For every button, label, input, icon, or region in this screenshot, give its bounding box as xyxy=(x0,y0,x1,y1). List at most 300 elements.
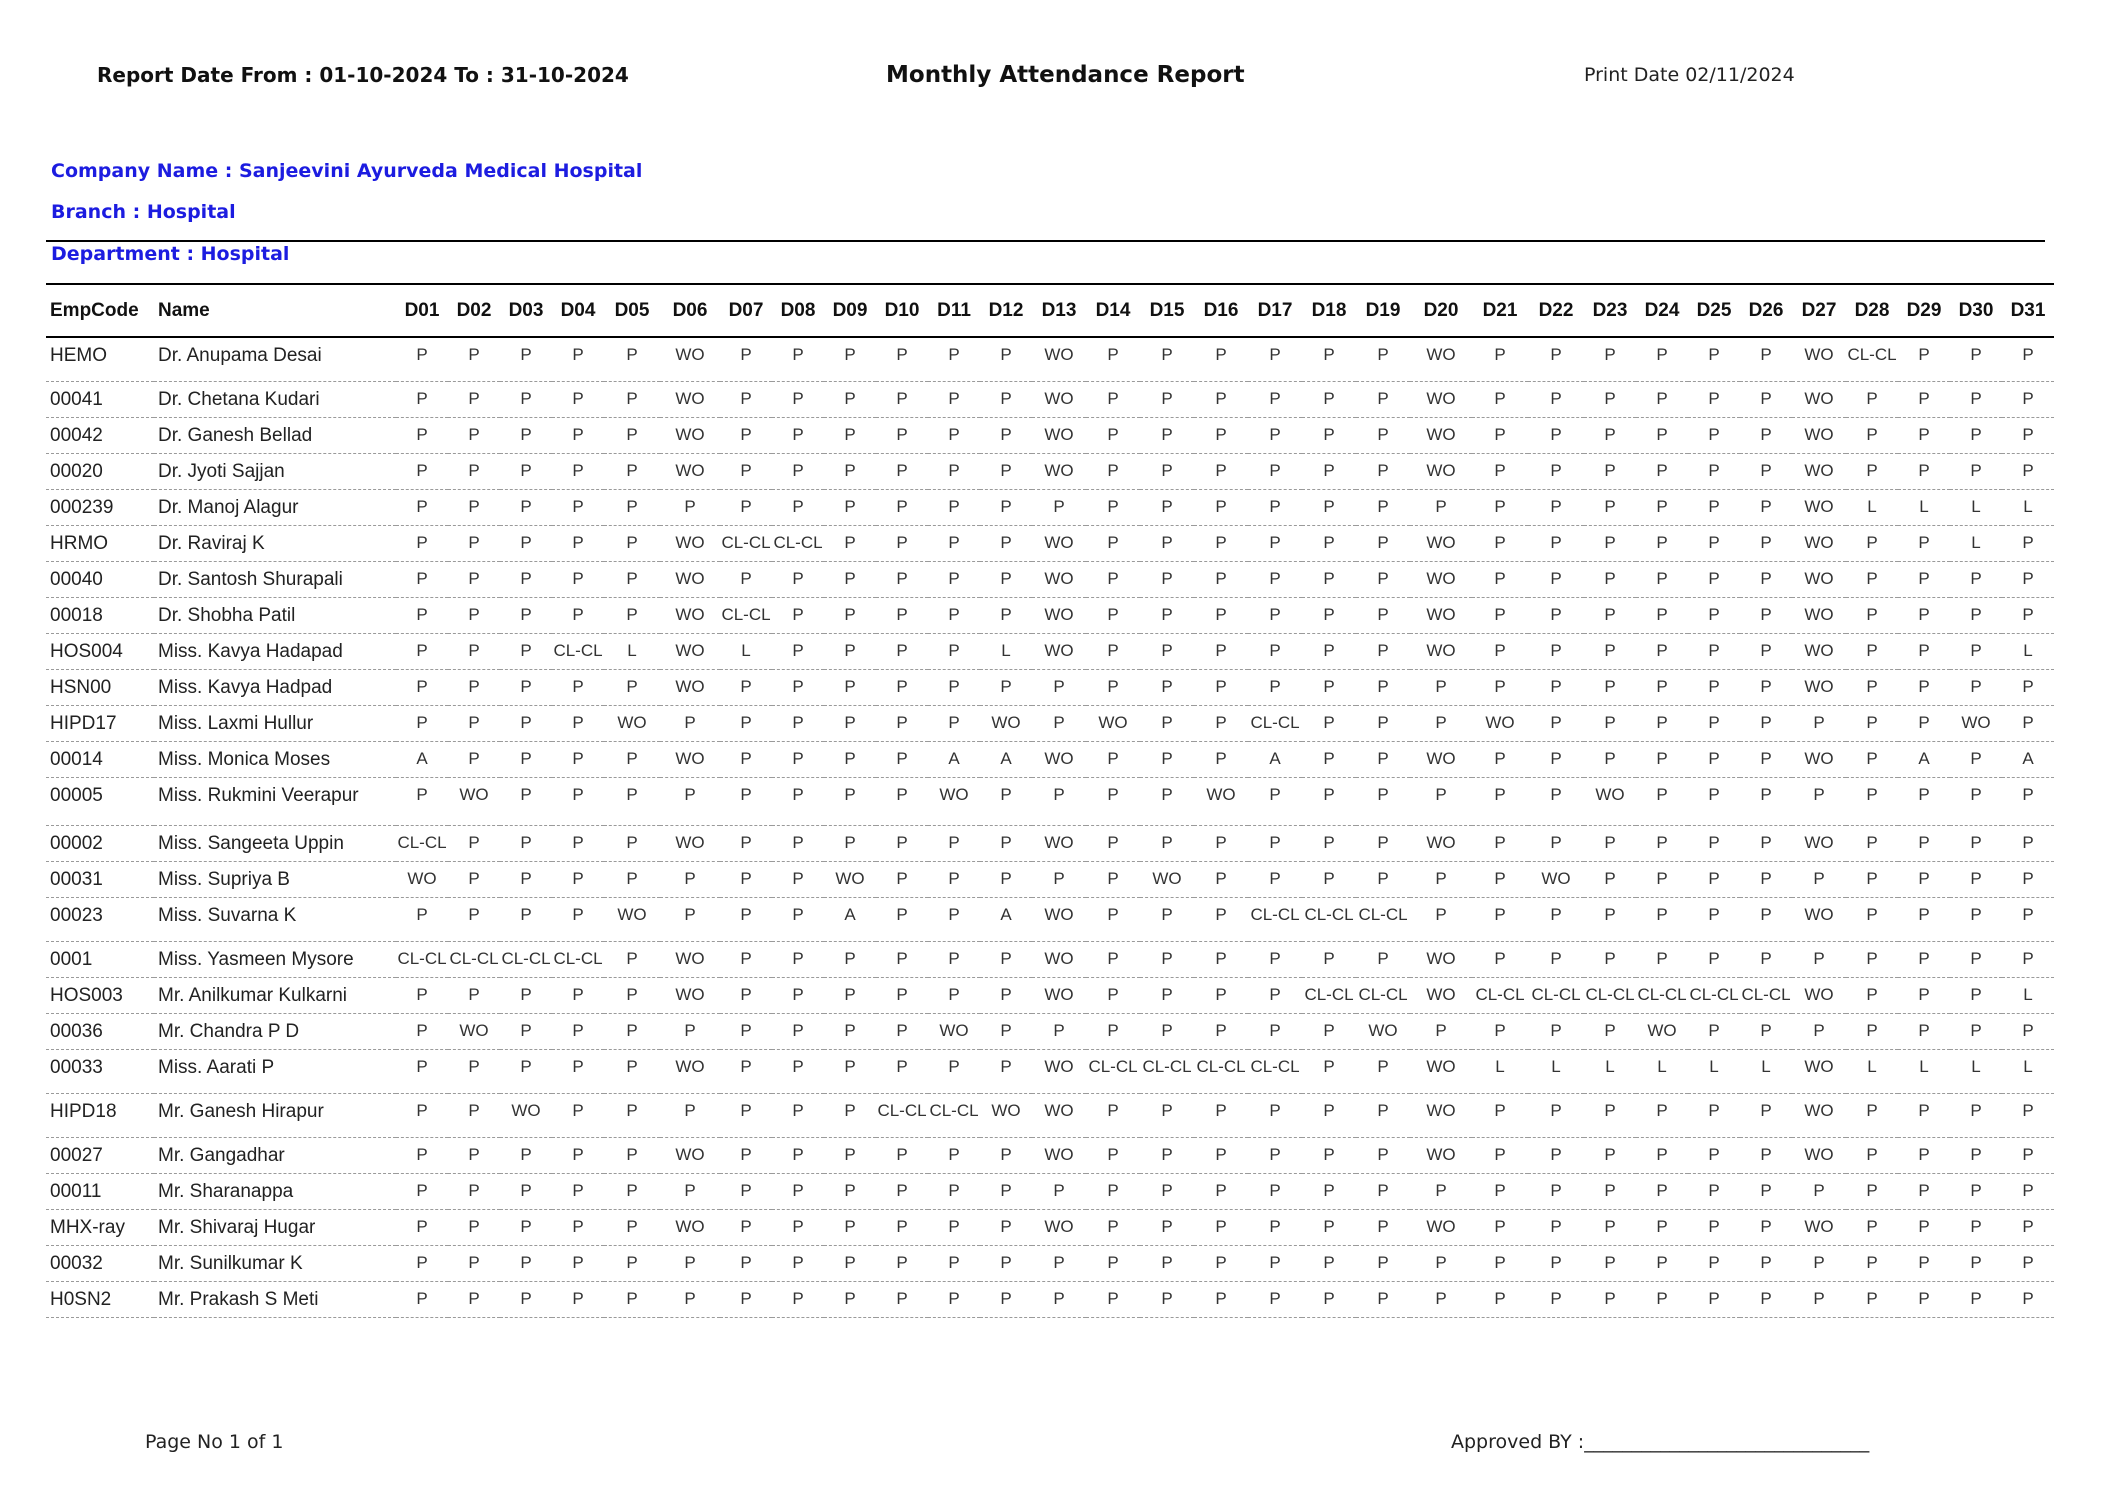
day-status: P xyxy=(1086,1245,1140,1281)
day-status: P xyxy=(720,453,772,489)
day-status: P xyxy=(1792,1013,1846,1049)
day-status: P xyxy=(604,561,660,597)
day-status: P xyxy=(772,489,824,525)
day-status: P xyxy=(876,977,928,1013)
day-status: P xyxy=(980,1209,1032,1245)
day-status: WO xyxy=(660,1049,720,1093)
col-d03: D03 xyxy=(508,299,544,321)
day-status: P xyxy=(2002,337,2054,381)
day-status: P xyxy=(1688,1173,1740,1209)
day-status: P xyxy=(448,897,500,941)
emp-name: Miss. Monica Moses xyxy=(154,741,396,777)
day-status: CL-CL xyxy=(1302,977,1356,1013)
day-status: P xyxy=(604,489,660,525)
day-status: P xyxy=(1584,633,1636,669)
day-status: P xyxy=(500,1013,552,1049)
day-status: P xyxy=(1740,417,1792,453)
day-status: CL-CL xyxy=(396,941,448,977)
day-status: P xyxy=(1356,1245,1410,1281)
day-status: P xyxy=(1194,1173,1248,1209)
day-status: CL-CL xyxy=(876,1093,928,1137)
day-status: WO xyxy=(1410,417,1472,453)
day-status: P xyxy=(1846,1093,1898,1137)
day-status: P xyxy=(1086,897,1140,941)
day-status: P xyxy=(928,705,980,741)
day-status: P xyxy=(1740,337,1792,381)
day-status: P xyxy=(1140,381,1194,417)
day-status: P xyxy=(1636,417,1688,453)
day-status: P xyxy=(1410,1173,1472,1209)
day-status: P xyxy=(1950,337,2002,381)
day-status: P xyxy=(928,941,980,977)
day-status: P xyxy=(1140,777,1194,825)
day-status: P xyxy=(448,1049,500,1093)
emp-code: MHX-ray xyxy=(46,1209,154,1245)
day-status: CL-CL xyxy=(772,525,824,561)
day-status: P xyxy=(1140,561,1194,597)
day-status: P xyxy=(500,1049,552,1093)
day-status: P xyxy=(1356,825,1410,861)
day-status: P xyxy=(396,381,448,417)
table-row xyxy=(46,669,2054,705)
day-status: P xyxy=(1356,633,1410,669)
day-status: P xyxy=(1950,417,2002,453)
day-status: P xyxy=(500,453,552,489)
day-status: P xyxy=(1636,897,1688,941)
col-d07: D07 xyxy=(728,299,764,321)
day-status: WO xyxy=(1792,561,1846,597)
day-status: P xyxy=(1194,897,1248,941)
day-status: P xyxy=(1740,453,1792,489)
day-status: P xyxy=(1688,941,1740,977)
day-status: WO xyxy=(1792,417,1846,453)
day-status: P xyxy=(1950,453,2002,489)
day-status: P xyxy=(1740,381,1792,417)
day-status: WO xyxy=(660,525,720,561)
day-status: P xyxy=(1472,381,1528,417)
day-status: P xyxy=(1898,633,1950,669)
day-status: P xyxy=(1688,489,1740,525)
day-status: P xyxy=(1950,1093,2002,1137)
day-status: P xyxy=(1356,381,1410,417)
day-status: P xyxy=(720,337,772,381)
day-status: P xyxy=(1528,1281,1584,1317)
day-status: P xyxy=(980,337,1032,381)
day-status: P xyxy=(604,977,660,1013)
day-status: P xyxy=(1194,489,1248,525)
day-status: P xyxy=(1248,1013,1302,1049)
day-status: P xyxy=(1140,417,1194,453)
rule-top xyxy=(46,240,2045,242)
day-status: P xyxy=(928,381,980,417)
day-status: P xyxy=(1584,525,1636,561)
emp-code: HIPD17 xyxy=(46,705,154,741)
day-status: P xyxy=(1584,453,1636,489)
day-status: P xyxy=(396,977,448,1013)
day-status: P xyxy=(1356,1137,1410,1173)
branch-name: Branch : Hospital xyxy=(51,201,236,223)
day-status: WO xyxy=(1792,489,1846,525)
col-d31: D31 xyxy=(2010,299,2046,321)
day-status: P xyxy=(1636,1137,1688,1173)
day-status: P xyxy=(1950,861,2002,897)
day-status: P xyxy=(500,861,552,897)
day-status: WO xyxy=(1032,1093,1086,1137)
day-status: P xyxy=(1846,381,1898,417)
day-status: L xyxy=(604,633,660,669)
day-status: P xyxy=(876,705,928,741)
day-status: P xyxy=(1898,417,1950,453)
day-status: P xyxy=(1528,1093,1584,1137)
day-status: P xyxy=(1846,705,1898,741)
day-status: P xyxy=(1740,777,1792,825)
day-status: P xyxy=(552,1137,604,1173)
day-status: P xyxy=(1248,977,1302,1013)
day-status: P xyxy=(1528,669,1584,705)
day-status: P xyxy=(1528,597,1584,633)
day-status: P xyxy=(1086,777,1140,825)
emp-name: Miss. Kavya Hadpad xyxy=(154,669,396,705)
day-status: P xyxy=(1472,561,1528,597)
day-status: WO xyxy=(1792,897,1846,941)
day-status: P xyxy=(1140,1173,1194,1209)
table-row xyxy=(46,489,2054,525)
day-status: P xyxy=(1584,705,1636,741)
day-status: P xyxy=(1302,941,1356,977)
day-status: A xyxy=(1898,741,1950,777)
day-status: P xyxy=(1086,381,1140,417)
day-status: P xyxy=(2002,861,2054,897)
day-status: P xyxy=(1248,597,1302,633)
department-name: Department : Hospital xyxy=(51,243,290,265)
day-status: P xyxy=(552,977,604,1013)
day-status: P xyxy=(1898,777,1950,825)
emp-code: 00002 xyxy=(46,825,154,861)
col-d13: D13 xyxy=(1041,299,1077,321)
emp-name: Miss. Rukmini Veerapur xyxy=(154,777,396,825)
day-status: P xyxy=(1584,669,1636,705)
day-status: P xyxy=(448,489,500,525)
day-status: P xyxy=(876,825,928,861)
day-status: P xyxy=(1410,897,1472,941)
day-status: P xyxy=(1302,705,1356,741)
day-status: P xyxy=(604,525,660,561)
day-status: P xyxy=(876,1049,928,1093)
day-status: P xyxy=(1636,561,1688,597)
attendance-table xyxy=(46,283,2054,1318)
day-status: P xyxy=(980,381,1032,417)
day-status: P xyxy=(1302,861,1356,897)
emp-name: Dr. Ganesh Bellad xyxy=(154,417,396,453)
day-status: WO xyxy=(1032,941,1086,977)
day-status: P xyxy=(660,897,720,941)
day-status: P xyxy=(1248,1245,1302,1281)
day-status: P xyxy=(1472,1209,1528,1245)
emp-name: Dr. Jyoti Sajjan xyxy=(154,453,396,489)
day-status: P xyxy=(604,453,660,489)
day-status: P xyxy=(1194,561,1248,597)
day-status: P xyxy=(876,525,928,561)
day-status: P xyxy=(604,1049,660,1093)
day-status: P xyxy=(1032,1173,1086,1209)
emp-name: Mr. Ganesh Hirapur xyxy=(154,1093,396,1137)
day-status: P xyxy=(1194,977,1248,1013)
day-status: WO xyxy=(1410,1049,1472,1093)
day-status: P xyxy=(772,741,824,777)
day-status: P xyxy=(980,1245,1032,1281)
day-status: P xyxy=(396,777,448,825)
day-status: P xyxy=(1410,777,1472,825)
day-status: P xyxy=(1302,597,1356,633)
day-status: P xyxy=(1356,705,1410,741)
day-status: P xyxy=(552,525,604,561)
day-status: P xyxy=(1248,825,1302,861)
day-status: P xyxy=(1032,705,1086,741)
col-d09: D09 xyxy=(832,299,868,321)
table-row xyxy=(46,561,2054,597)
day-status: P xyxy=(928,1049,980,1093)
day-status: P xyxy=(604,941,660,977)
day-status: P xyxy=(1302,561,1356,597)
day-status: P xyxy=(1302,525,1356,561)
day-status: P xyxy=(2002,453,2054,489)
day-status: P xyxy=(772,1013,824,1049)
day-status: P xyxy=(552,337,604,381)
day-status: P xyxy=(1086,977,1140,1013)
day-status: P xyxy=(772,977,824,1013)
day-status: P xyxy=(1950,897,2002,941)
day-status: P xyxy=(1740,941,1792,977)
day-status: P xyxy=(1032,777,1086,825)
day-status: WO xyxy=(448,777,500,825)
day-status: P xyxy=(1194,337,1248,381)
day-status: P xyxy=(604,825,660,861)
day-status: P xyxy=(1636,633,1688,669)
day-status: P xyxy=(448,861,500,897)
day-status: WO xyxy=(660,1137,720,1173)
col-d11: D11 xyxy=(937,299,971,321)
day-status: P xyxy=(396,1281,448,1317)
day-status: P xyxy=(1248,453,1302,489)
day-status: P xyxy=(1356,669,1410,705)
day-status: WO xyxy=(1410,977,1472,1013)
day-status: WO xyxy=(396,861,448,897)
emp-code: 00005 xyxy=(46,777,154,825)
day-status: P xyxy=(772,861,824,897)
day-status: P xyxy=(1636,669,1688,705)
table-row xyxy=(46,1049,2054,1093)
emp-name: Mr. Sunilkumar K xyxy=(154,1245,396,1281)
day-status: P xyxy=(604,741,660,777)
day-status: P xyxy=(1528,741,1584,777)
day-status: P xyxy=(604,417,660,453)
day-status: P xyxy=(448,561,500,597)
day-status: P xyxy=(876,1137,928,1173)
day-status: P xyxy=(1302,825,1356,861)
day-status: P xyxy=(772,1093,824,1137)
day-status: P xyxy=(1584,1137,1636,1173)
day-status: WO xyxy=(1410,633,1472,669)
day-status: P xyxy=(1898,1209,1950,1245)
day-status: P xyxy=(824,453,876,489)
day-status: P xyxy=(396,897,448,941)
day-status: P xyxy=(1846,1209,1898,1245)
day-status: P xyxy=(604,777,660,825)
day-status: P xyxy=(1636,381,1688,417)
day-status: L xyxy=(1472,1049,1528,1093)
day-status: WO xyxy=(1410,381,1472,417)
day-status: P xyxy=(824,381,876,417)
day-status: P xyxy=(1584,1209,1636,1245)
day-status: P xyxy=(604,1173,660,1209)
emp-code: 00033 xyxy=(46,1049,154,1093)
day-status: P xyxy=(1356,777,1410,825)
day-status: P xyxy=(1846,453,1898,489)
day-status: P xyxy=(500,489,552,525)
day-status: WO xyxy=(1792,1137,1846,1173)
day-status: P xyxy=(1302,1013,1356,1049)
col-d27: D27 xyxy=(1801,299,1837,321)
day-status: P xyxy=(824,561,876,597)
day-status: P xyxy=(552,1173,604,1209)
day-status: P xyxy=(1472,1281,1528,1317)
table-row xyxy=(46,1013,2054,1049)
day-status: P xyxy=(604,861,660,897)
day-status: P xyxy=(448,1245,500,1281)
day-status: P xyxy=(824,597,876,633)
emp-name: Dr. Chetana Kudari xyxy=(154,381,396,417)
day-status: P xyxy=(660,705,720,741)
emp-code: HOS003 xyxy=(46,977,154,1013)
day-status: P xyxy=(772,705,824,741)
day-status: L xyxy=(2002,1049,2054,1093)
day-status: WO xyxy=(1086,705,1140,741)
day-status: P xyxy=(876,561,928,597)
day-status: P xyxy=(396,1173,448,1209)
table-row xyxy=(46,825,2054,861)
day-status: P xyxy=(1356,525,1410,561)
day-status: P xyxy=(772,777,824,825)
day-status: P xyxy=(1248,489,1302,525)
day-status: P xyxy=(720,381,772,417)
day-status: P xyxy=(928,417,980,453)
day-status: P xyxy=(660,861,720,897)
day-status: P xyxy=(396,1209,448,1245)
day-status: P xyxy=(980,417,1032,453)
day-status: P xyxy=(1950,561,2002,597)
day-status: P xyxy=(1248,1281,1302,1317)
day-status: P xyxy=(1140,1245,1194,1281)
day-status: P xyxy=(876,777,928,825)
day-status: WO xyxy=(500,1093,552,1137)
table-header-row xyxy=(46,284,2054,337)
day-status: P xyxy=(1086,1281,1140,1317)
day-status: P xyxy=(1410,705,1472,741)
day-status: P xyxy=(1740,1093,1792,1137)
day-status: P xyxy=(1194,381,1248,417)
day-status: WO xyxy=(1584,777,1636,825)
day-status: P xyxy=(1688,561,1740,597)
day-status: P xyxy=(1472,777,1528,825)
day-status: A xyxy=(980,897,1032,941)
day-status: P xyxy=(1472,825,1528,861)
day-status: P xyxy=(1472,597,1528,633)
col-empcode: EmpCode xyxy=(50,299,139,321)
day-status: P xyxy=(604,1245,660,1281)
day-status: P xyxy=(1140,1013,1194,1049)
day-status: P xyxy=(1636,597,1688,633)
day-status: P xyxy=(448,633,500,669)
day-status: P xyxy=(1740,705,1792,741)
day-status: P xyxy=(876,453,928,489)
day-status: P xyxy=(1792,777,1846,825)
day-status: P xyxy=(824,1209,876,1245)
day-status: P xyxy=(980,1173,1032,1209)
day-status: P xyxy=(2002,417,2054,453)
day-status: P xyxy=(1584,1013,1636,1049)
day-status: P xyxy=(824,337,876,381)
day-status: P xyxy=(1740,825,1792,861)
emp-name: Miss. Supriya B xyxy=(154,861,396,897)
day-status: P xyxy=(1636,525,1688,561)
day-status: P xyxy=(448,597,500,633)
day-status: P xyxy=(824,417,876,453)
day-status: P xyxy=(1846,597,1898,633)
day-status: P xyxy=(876,669,928,705)
day-status: P xyxy=(1356,453,1410,489)
day-status: P xyxy=(876,417,928,453)
day-status: P xyxy=(980,489,1032,525)
col-d16: D16 xyxy=(1203,299,1239,321)
day-status: P xyxy=(1528,633,1584,669)
emp-name: Miss. Laxmi Hullur xyxy=(154,705,396,741)
day-status: P xyxy=(928,1137,980,1173)
day-status: WO xyxy=(448,1013,500,1049)
day-status: P xyxy=(1356,1093,1410,1137)
day-status: P xyxy=(448,381,500,417)
day-status: CL-CL xyxy=(1248,897,1302,941)
day-status: WO xyxy=(1032,417,1086,453)
day-status: P xyxy=(500,825,552,861)
day-status: P xyxy=(448,669,500,705)
day-status: L xyxy=(1584,1049,1636,1093)
day-status: P xyxy=(2002,1209,2054,1245)
day-status: P xyxy=(720,1209,772,1245)
day-status: P xyxy=(1356,1209,1410,1245)
day-status: P xyxy=(500,1173,552,1209)
day-status: L xyxy=(1528,1049,1584,1093)
day-status: P xyxy=(1472,525,1528,561)
emp-code: 00042 xyxy=(46,417,154,453)
day-status: P xyxy=(552,453,604,489)
day-status: L xyxy=(1636,1049,1688,1093)
day-status: P xyxy=(1846,669,1898,705)
emp-code: HIPD18 xyxy=(46,1093,154,1137)
day-status: CL-CL xyxy=(1248,705,1302,741)
day-status: P xyxy=(1248,777,1302,825)
day-status: P xyxy=(1086,337,1140,381)
day-status: P xyxy=(1032,1281,1086,1317)
day-status: P xyxy=(1410,489,1472,525)
day-status: WO xyxy=(1194,777,1248,825)
day-status: P xyxy=(772,1173,824,1209)
day-status: P xyxy=(1194,597,1248,633)
day-status: P xyxy=(1740,741,1792,777)
day-status: WO xyxy=(660,669,720,705)
day-status: P xyxy=(1740,525,1792,561)
day-status: P xyxy=(2002,597,2054,633)
day-status: P xyxy=(720,1013,772,1049)
